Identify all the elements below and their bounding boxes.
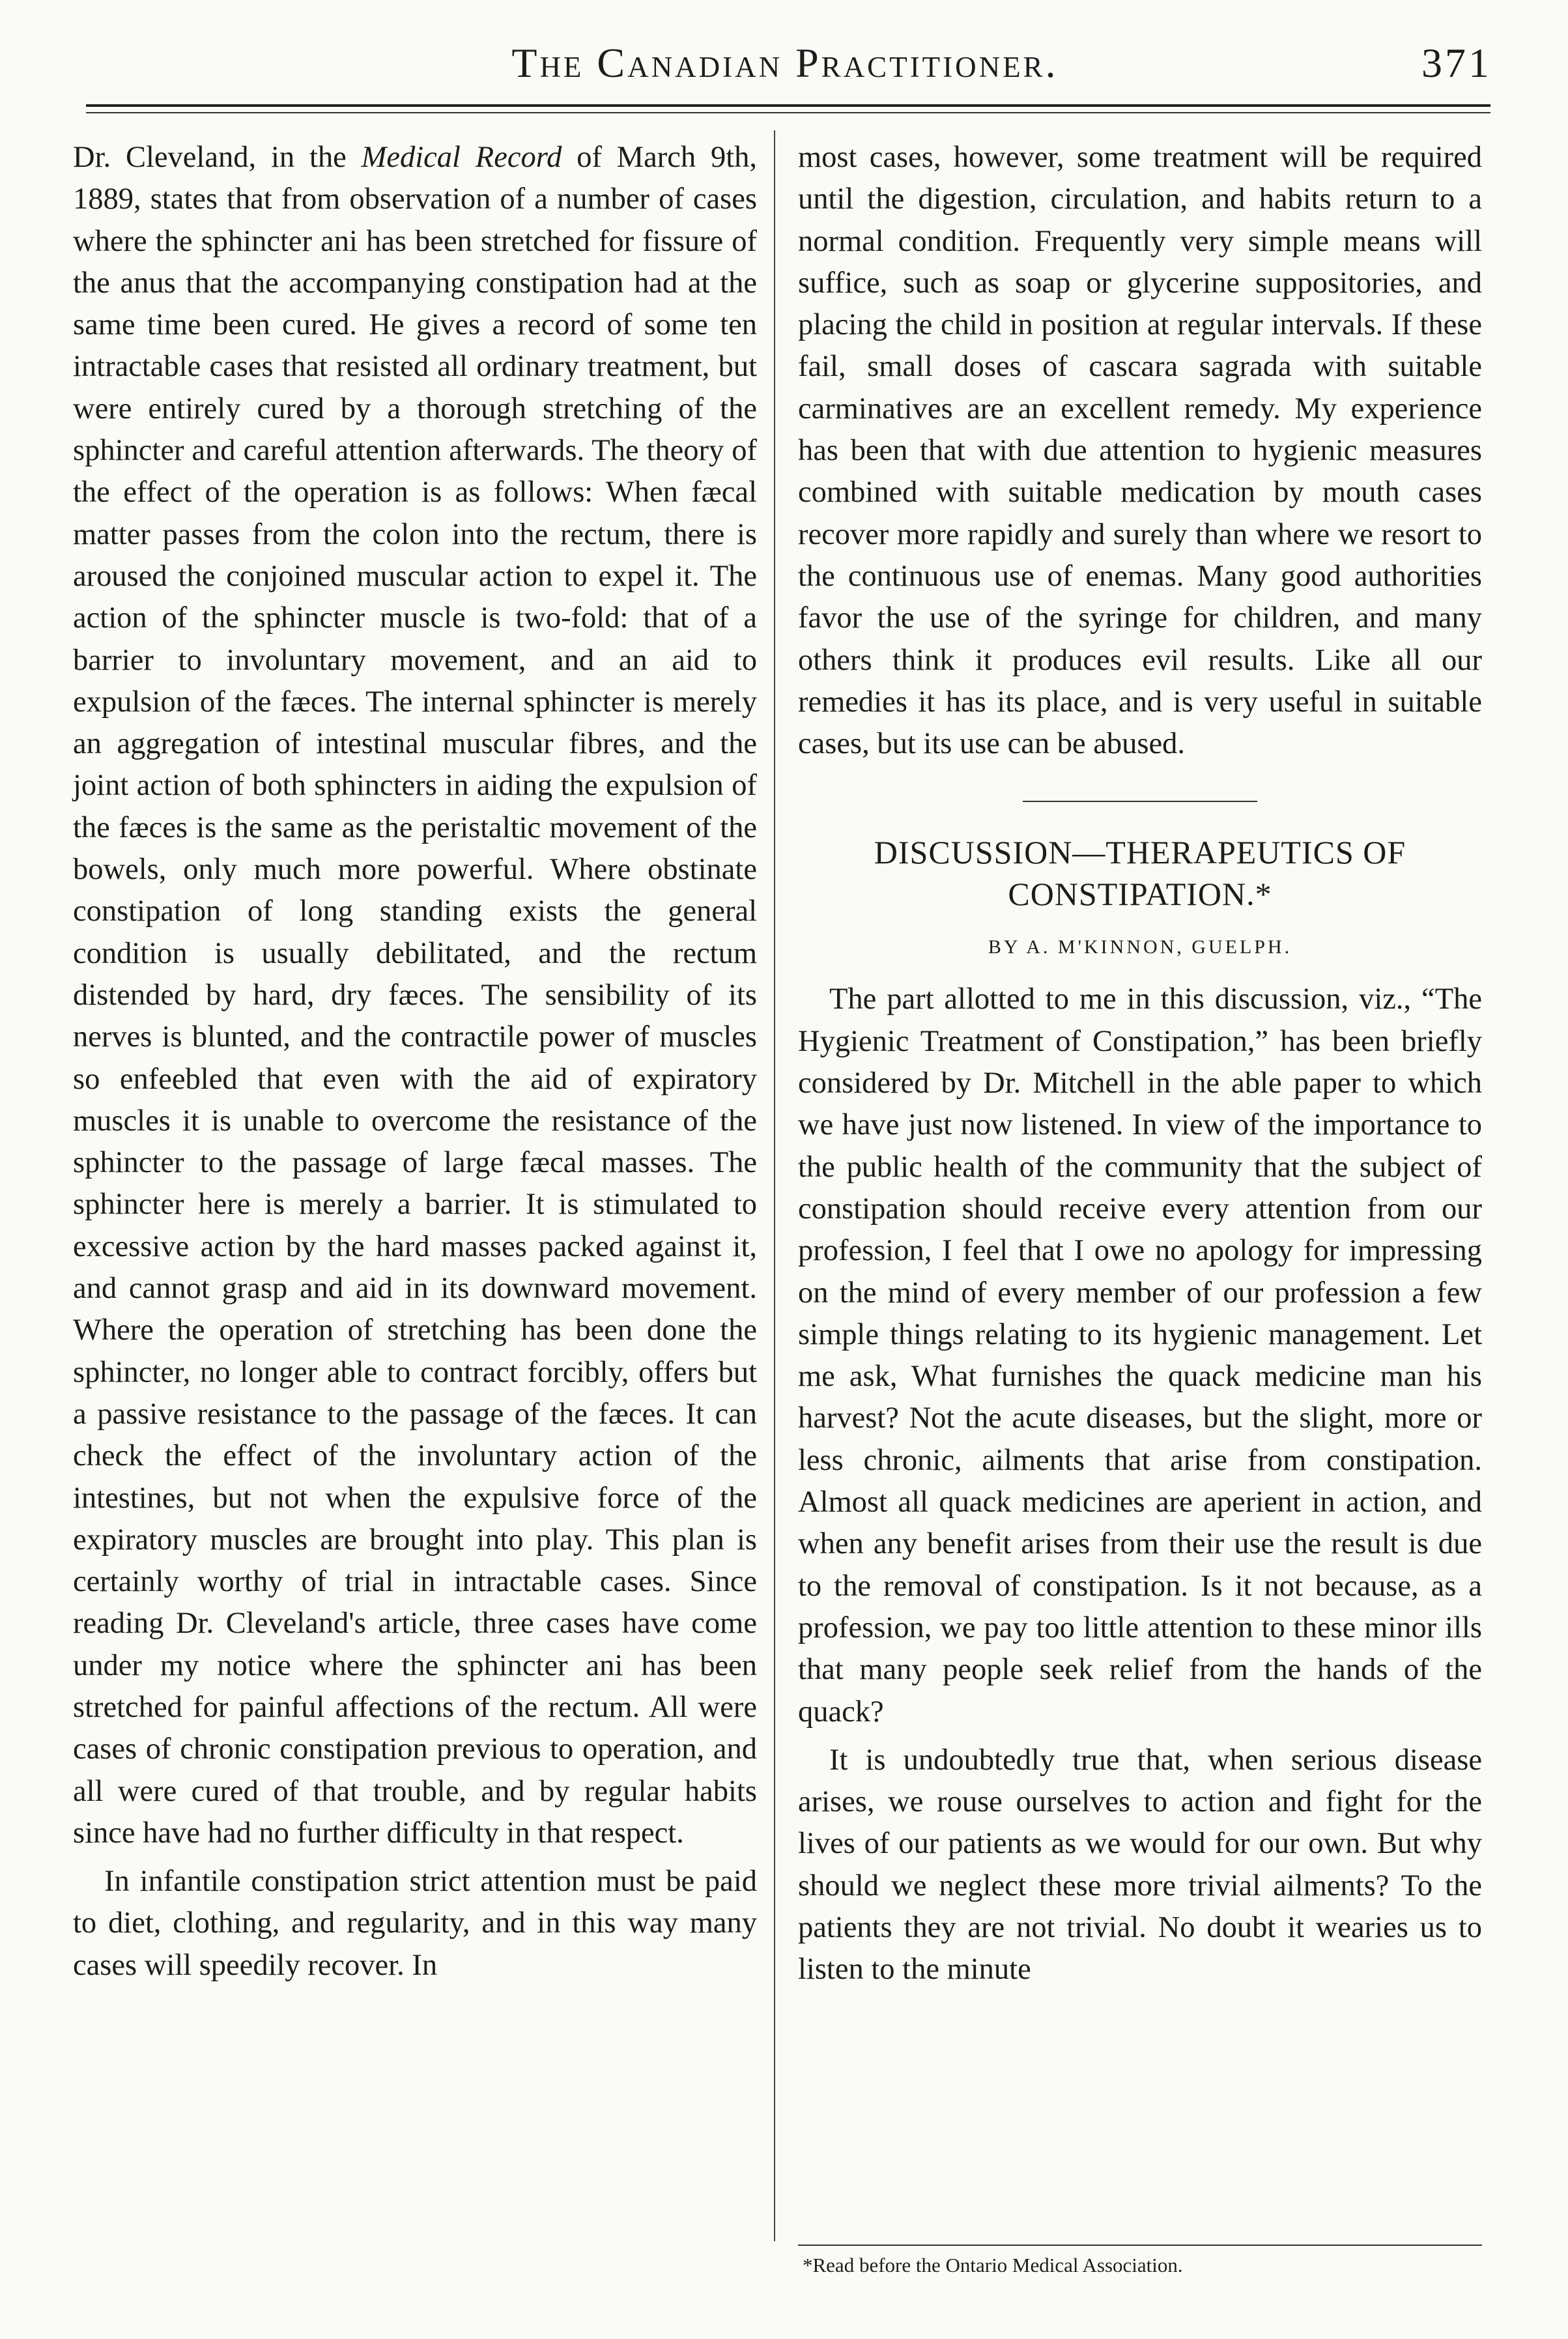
left-column (73, 137, 757, 1987)
section-divider (1023, 801, 1257, 802)
footnote: *Read before the Ontario Medical Association. (803, 2254, 1183, 2276)
header-rule (86, 104, 1490, 107)
paragraph: It is undoubtedly true that, when serious disease arises, we rouse ourselves to action and fight for the lives of our patients as we would for our own. But why should we neglect these more trivial ailments? To the patients they are not trivial. No doubt it wearies us to listen to the minute (798, 1743, 1482, 1987)
text: of March 9th, 1889, states that from observation of a number of cases where the sphincter ani has been stretched for fissure of the anus that the accompanying constipation had at the same time been cured. He gives a record of some ten intractable cases that resisted all ordinary treatment, but were entirely cured by a thorough stretching of the sphincter and careful attention afterwards. The theory of the effect of the operation is as follows: When fæcal matter passes from the colon into the rectum, there is aroused the conjoined muscular action to expel it. The action of the sphincter muscle is two-fold: that of a barrier to involuntary movement, and an aid to expulsion of the fæces. The internal sphincter is merely an aggregation of intestinal muscular fibres, and the joint action of both sphincters in aiding the expulsion of the fæces is the same as the peristaltic movement of the bowels, only much more powerful. Where obstinate constipation of long standing exists the general condition is usually debilitated, and the rectum distended by hard, dry fæces. The sensibility of its nerves is blunted, and the contractile power of muscles so enfeebled that even with the aid of expiratory muscles it is unable to overcome the resistance of the sphincter to the passage of large fæcal masses. The sphincter here is merely a barrier. It is stimulated to excessive action by the hard masses packed against it, and cannot grasp and aid in its downward movement. Where the operation of stretching has been done the sphincter, no longer able to contract forcibly, offers but a passive resistance to the passage of the fæces. It can check the effect of the involuntary action of the intestines, but not when the expulsive force of the expiratory muscles are brought into play. This plan is certainly worthy of trial in intractable cases. Since reading Dr. Cleveland's article, three cases have come under my notice where the sphincter ani has been stretched for painful affections of the rectum. All were cases of chronic constipation previous to operation, and all were cured of that trouble, and by regular habits since have had no further difficulty in that respect. (73, 141, 758, 1850)
paragraph: most cases, however, some treatment will be required until the digestion, circulation, and habits return to a normal condition. Frequently very simple means will suffice, such as soap or glycerine suppositories, and placing the child in position at regular intervals. If these fail, small doses of cascara sagrada with suitable carminatives are an excellent remedy. My experience has been that with due attention to hygienic measures combined with suitable medication by mouth cases recover more rapidly and surely than where we resort to the continuous use of enemas. Many good authorities favor the use of the syringe for children, and many others think it produces evil results. Like all our remedies it has its place, and is very useful in suitable cases, but its use can be abused. (798, 141, 1482, 761)
paragraph (73, 137, 757, 1854)
journal-title: Medical Record (361, 141, 562, 174)
footnote-rule (798, 2245, 1482, 2246)
article-heading: DISCUSSION—THERAPEUTICS OF CONSTIPATION.* (874, 834, 1406, 913)
running-title: The Canadian Practitioner. (511, 40, 1059, 86)
running-header (78, 26, 1492, 98)
column-separator (774, 130, 775, 2241)
text: Dr. Cleveland, in the (73, 141, 362, 174)
paragraph: The part allotted to me in this discussion, viz., “The Hygienic Treatment of Constipation,” has been briefly considered by Dr. Mitchell in the able paper to which we have just now listened. In view of the importance to the public health of the community that the subject of constipation should receive every attention from our profession, I feel that I owe no apology for impressing on the mind of every member of our profession a few simple things relating to its hygienic management. Let me ask, What furnishes the quack medicine man his harvest? Not the acute diseases, but the slight, more or less chronic, ailments that arise from constipation. Almost all quack medicines are aperient in action, and when any benefit arises from their use the result is due to the removal of constipation. Is it not because, as a profession, we pay too little attention to these minor ills that many people seek relief from the hands of the quack? (798, 983, 1482, 1729)
right-column (798, 137, 1482, 1991)
byline: BY A. M'KINNON, GUELPH. (988, 936, 1292, 958)
paragraph: In infantile constipation strict attention must be paid to diet, clothing, and regularity, and in this way many cases will speedily recover. In (73, 1865, 757, 1982)
page-number: 371 (1421, 40, 1492, 86)
header-rule-thin (86, 112, 1490, 113)
